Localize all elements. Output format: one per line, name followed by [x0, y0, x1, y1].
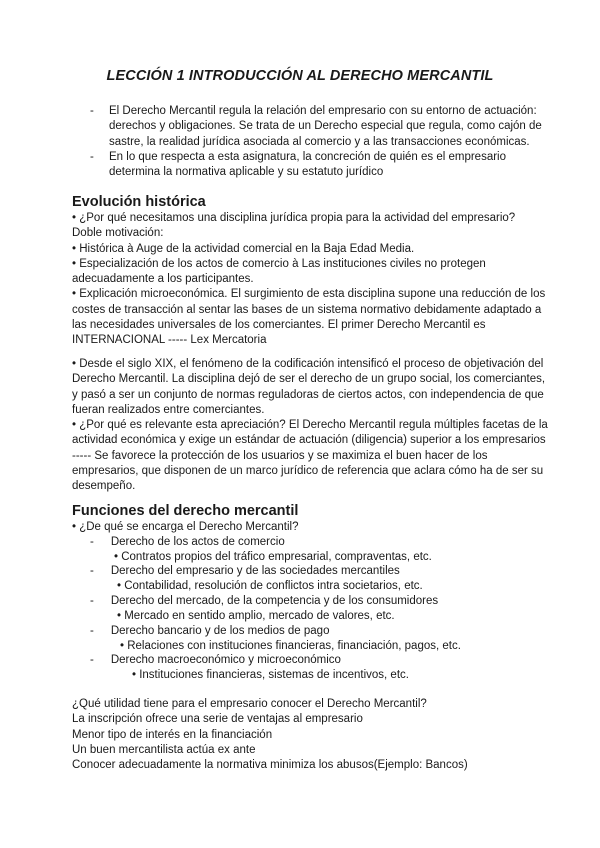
list-item-label: Derecho del empresario y de las sociedades mercantiles [110, 565, 400, 577]
dash-bullet: - [90, 565, 94, 577]
evolucion-body [72, 211, 552, 349]
paragraph: • ¿Por qué necesitamos una disciplina jurídica propia para la actividad del empresario? [72, 212, 516, 224]
dash-bullet: - [90, 595, 94, 607]
intro-item [90, 104, 550, 150]
paragraph: • Especialización de los actos de comercio à Las instituciones civiles no protegen adecuadamente a los participantes. [72, 257, 486, 286]
closing-line: ¿Qué utilidad tiene para el empresario conocer el Derecho Mercantil? [72, 698, 427, 710]
paragraph: • Desde el siglo XIX, el fenómeno de la codificación intensificó el proceso de objetivación del Derecho Mercantil. La disciplina dejó de ser el derecho de un grupo social, los comerciantes, y pasó a ser un conjunto de normas reguladoras de ciertos actos, con independencia de que fueran realizados entre comerciantes. [72, 358, 546, 416]
dash-bullet: - [90, 105, 94, 117]
list-item [90, 653, 341, 668]
intro-text: En lo que respecta a esta asignatura, la concreción de quién es el empresario determina la normativa aplicable y su estatuto jurídico [109, 151, 506, 179]
funciones-question: • ¿De qué se encarga el Derecho Mercantil? [72, 521, 299, 533]
paragraph: Doble motivación: [72, 227, 164, 240]
paragraph: • Explicación microeconómica. El surgimiento de esta disciplina supone una reducción de los costes de transacción al sentar las bases de un sistema normativo debidamente adaptado a las necesidades universales de los comerciantes. El primer Derecho Mercantil es INTERNACIONAL ----- Lex Mercatoria [72, 288, 546, 347]
dash-bullet: - [90, 654, 94, 666]
list-item-label: Derecho bancario y de los medios de pago [110, 625, 330, 637]
closing-line: Conocer adecuadamente la normativa minimiza los abusos(Ejemplo: Bancos) [72, 759, 468, 772]
list-item-label: Derecho macroeconómico y microeconómico [110, 654, 341, 666]
page-title: LECCIÓN 1 INTRODUCCIÓN AL DERECHO MERCANTIL [106, 68, 494, 84]
intro-text: El Derecho Mercantil regula la relación del empresario con su entorno de actuación: derechos y obligaciones. Se trata de un Derecho especial que regula, como cajón de sastre, la realidad jurídica asociada al comercio y a las transacciones económicas. [109, 105, 542, 148]
section-heading-evolucion: Evolución histórica [72, 194, 206, 210]
closing-line: Un buen mercantilista actúa ex ante [72, 743, 256, 756]
list-subitem: • Relaciones con instituciones financieras, financiación, pagos, etc. [120, 640, 461, 652]
list-item [90, 535, 285, 550]
list-subitem: • Instituciones financieras, sistemas de incentivos, etc. [132, 669, 409, 681]
intro-item [90, 150, 550, 181]
closing-block [72, 697, 552, 773]
dash-bullet: - [90, 151, 94, 163]
dash-bullet: - [90, 536, 94, 548]
list-item [90, 564, 400, 579]
paragraph: • ¿Por qué es relevante esta apreciación? El Derecho Mercantil regula múltiples facetas de la actividad económica y exige un estándar de actuación (diligencia) superior a los empresarios ----- Se favorece la protección de los usuarios y se maximiza el buen hacer de los empresarios, que disponen de un marco jurídico de referencia que aclara cómo ha de ser su desempeño. [72, 419, 548, 493]
evolucion-body-2 [72, 357, 552, 495]
list-item [90, 594, 438, 609]
list-subitem: • Contabilidad, resolución de conflictos intra societarios, etc. [117, 580, 423, 592]
list-item-label: Derecho del mercado, de la competencia y de los consumidores [110, 595, 439, 607]
list-item-label: Derecho de los actos de comercio [110, 536, 285, 548]
list-item [90, 624, 329, 639]
closing-line: La inscripción ofrece una serie de ventajas al empresario [72, 713, 363, 726]
section-heading-funciones: Funciones del derecho mercantil [72, 503, 299, 519]
dash-bullet: - [90, 625, 94, 637]
list-subitem: • Contratos propios del tráfico empresarial, compraventas, etc. [114, 551, 432, 563]
paragraph: • Histórica à Auge de la actividad comercial en la Baja Edad Media. [72, 242, 415, 255]
closing-line: Menor tipo de interés en la financiación [72, 728, 273, 741]
list-subitem: • Mercado en sentido amplio, mercado de valores, etc. [117, 610, 395, 622]
